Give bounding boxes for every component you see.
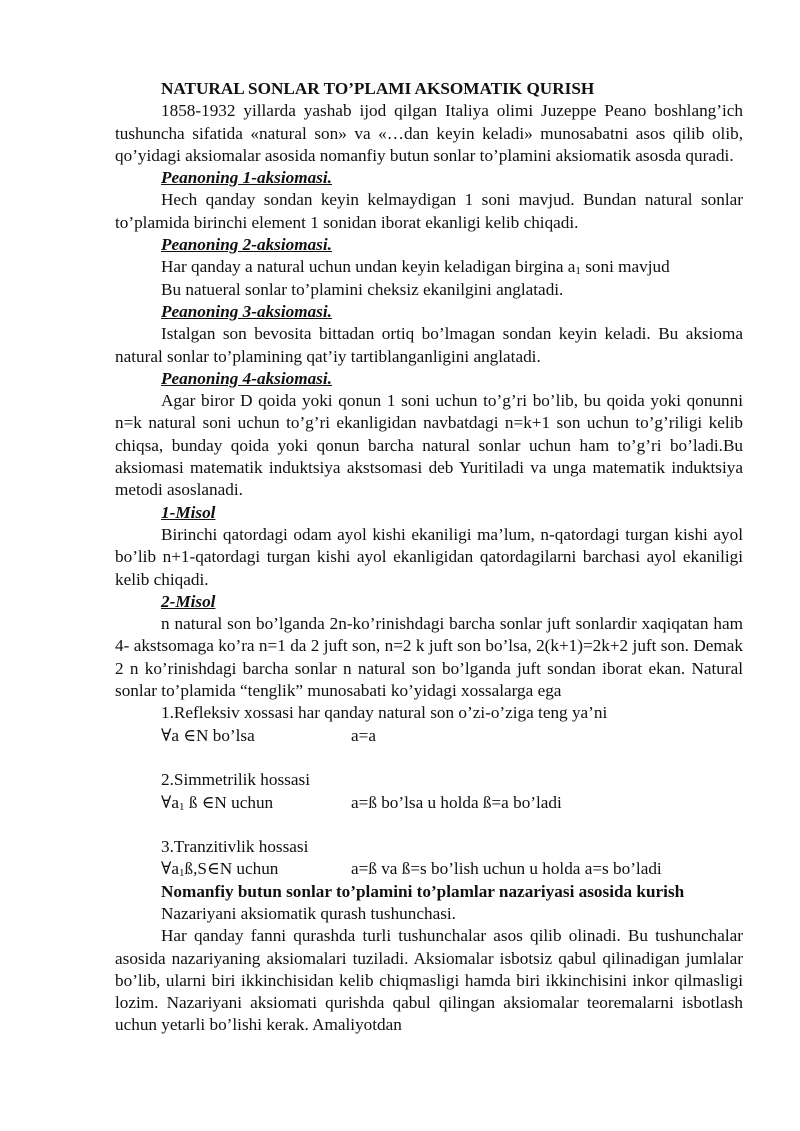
property-2-title: 2.Simmetrilik hossasi	[161, 770, 310, 790]
property-2-subscript: 1	[179, 800, 185, 813]
property-2-result: a=ß bo’lsa u holda ß=a bo’ladi	[351, 792, 562, 812]
property-2-condition-end: ß ∈N uchun	[184, 792, 274, 812]
axiom-2-line-1-end: soni mavjud	[580, 257, 670, 277]
axiom-4-text: Agar biror D qoida yoki qonun 1 soni uchun to’g’ri bo’lib, bu qoida yoki qonunni n=k natural soni uchun to’g’ri ekanligidan navbatdagi n=k+1 son uchun to’g’riligi kelib chiqsa, bunday qoida yoki qonun barcha natural sonlar uchun ham to’g’ri bo’ladi.Bu aksiomasi matematik induktsiya akstsomasi deb Yuritiladi va unga matematik induktsiya metodi asoslanadi.	[115, 391, 743, 500]
axiom-1-text: Hech qanday sondan keyin kelmaydigan 1 soni mavjud. Bundan natural sonlar to’plamida birinchi element 1 sonidan iborat ekanligi kelib chiqadi.	[115, 190, 743, 232]
property-1-formula	[115, 725, 743, 747]
property-2-formula	[115, 792, 743, 814]
section-2-title: Nomanfiy butun sonlar to’plamini to’plamlar nazariyasi asosida kurish	[161, 881, 685, 901]
property-1-condition: ∀a ∈N bo’lsa	[161, 725, 255, 745]
property-1-result: a=a	[351, 725, 376, 745]
intro-paragraph: 1858-1932 yillarda yashab ijod qilgan Italiya olimi Juzeppe Peano boshlang’ich tushuncha sifatida «natural son» va «…dan keyin keladi» munosabatni asos qilib olib, qo’yidagi aksiomalar asosida nomanfiy butun sonlar to’plamini aksiomatik asosda quradi.	[115, 101, 743, 165]
axiom-2-line-2: Bu natueral sonlar to’plamini cheksiz ekanilgini anglatadi.	[161, 279, 564, 299]
spacer	[115, 747, 743, 769]
property-3-condition	[161, 858, 351, 880]
document-title: NATURAL SONLAR TO’PLAMI AKSOMATIK QURISH	[161, 79, 595, 98]
property-3-formula	[115, 858, 743, 880]
example-2-text: n natural son bo’lganda 2n-ko’rinishdagi barcha sonlar juft sonlardir xaqiqatan ham 4- akstsomaga ko’ra n=1 da 2 juft son, n=2 k juft son bo’lsa, 2(k+1)=2k+2 juft son. Demak 2 n ko’rinishdagi barcha sonlar n natural son bo’lganda juft sondan iborat ekan. Natural sonlar to’plamida “tenglik” munosabati ko’yidagi xossalarga ega	[115, 614, 743, 701]
property-2-condition-start: ∀a	[161, 792, 180, 812]
property-3-condition-end: ß,S∈N uchun	[184, 859, 279, 879]
axiom-3-heading: Peanoning 3-aksiomasi.	[161, 301, 332, 321]
axiom-2-line-1	[115, 256, 743, 278]
axiom-2-heading: Peanoning 2-aksiomasi.	[161, 235, 332, 255]
section-2-text: Har qanday fanni qurashda turli tushunchalar asos qilib olinadi. Bu tushunchalar asosida nazariyaning aksiomalari tuziladi. Aksiomalar isbotsiz qabul qilinadigan jumlalar bo’lib, ularni biri ikkinchisidan kelib chiqmasligi hamda biri ikkinchisini inkor qilmasligi lozim. Nazariyani aksiomati qurishda qabul qilingan aksiomalar teoremalarni isbotlash uchun yetarli bo’lishi kerak. Amaliyotdan	[115, 926, 743, 1035]
example-1-text: Birinchi qatordagi odam ayol kishi ekaniligi ma’lum, n-qatordagi turgan kishi ayol bo’lib n+1-qatordagi turgan kishi ayol ekanligidan qatordagilarni barchasi ayol ekaniligi kelib chiqadi.	[115, 524, 743, 589]
example-2-heading: 2-Misol	[161, 591, 216, 611]
axiom-4-heading: Peanoning 4-aksiomasi.	[161, 368, 332, 388]
property-1-title: 1.Refleksiv xossasi har qanday natural son o’zi-o’ziga teng ya’ni	[161, 703, 608, 723]
spacer	[115, 814, 743, 836]
section-2-subtitle: Nazariyani aksiomatik qurash tushunchasi.	[161, 903, 456, 923]
axiom-2-line-1-start: Har qanday a natural uchun undan keyin keladigan birgina a	[161, 257, 576, 277]
axiom-2-subscript: 1	[575, 265, 581, 278]
property-3-title: 3.Tranzitivlik hossasi	[161, 837, 309, 857]
example-1-heading: 1-Misol	[161, 502, 216, 522]
property-3-condition-start: ∀a	[161, 859, 180, 879]
axiom-1-heading: Peanoning 1-aksiomasi.	[161, 168, 332, 188]
property-2-condition	[161, 792, 351, 814]
property-3-subscript: 1	[179, 867, 185, 880]
property-3-result: a=ß va ß=s bo’lish uchun u holda a=s bo’ladi	[351, 859, 662, 879]
axiom-3-text: Istalgan son bevosita bittadan ortiq bo’lmagan sondan keyin keladi. Bu aksioma natural sonlar to’plamining qat’iy tartiblanganligini anglatadi.	[115, 324, 743, 366]
